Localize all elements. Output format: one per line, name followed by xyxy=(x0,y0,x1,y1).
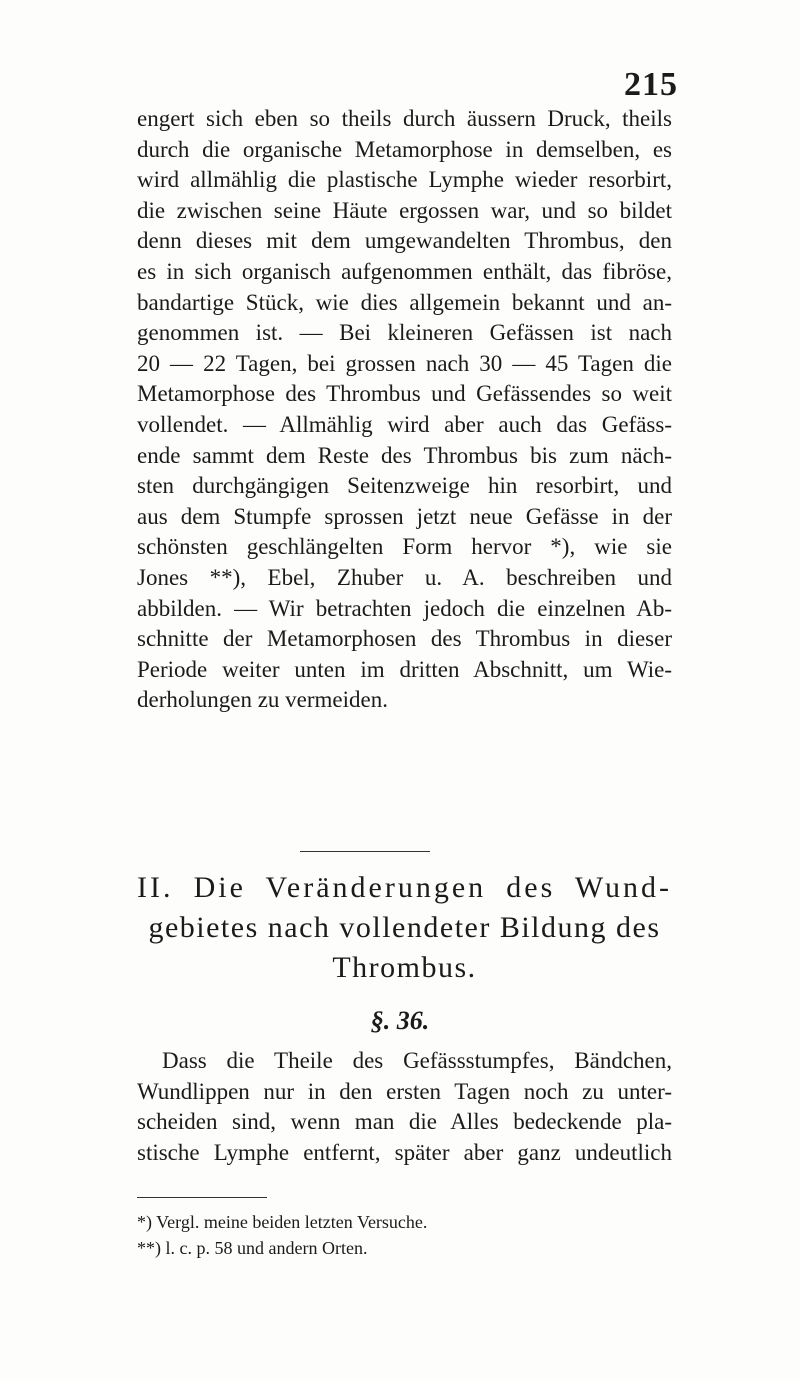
text-line: schönsten geschlängelten Form hervor *), wie sie xyxy=(137,534,672,560)
text-line: ende sammt dem Reste des Thrombus bis zum näch- xyxy=(137,442,672,468)
paragraph-continued xyxy=(137,104,672,716)
section-heading xyxy=(137,868,672,988)
text-line: stische Lymphe entfernt, später aber ganz undeutlich xyxy=(137,1139,672,1165)
text-line: durch die organische Metamorphose in demselben, es xyxy=(137,136,672,162)
footnote: *) Vergl. meine beiden letzten Versuche. xyxy=(137,1212,428,1232)
text-line: die zwischen seine Häute ergossen war, und so bildet xyxy=(137,197,672,223)
text-line: bandartige Stück, wie dies allgemein bekannt und an- xyxy=(137,289,672,315)
text-line: derholungen zu vermeiden. xyxy=(137,687,388,713)
text-line: sten durchgängigen Seitenzweige hin resorbirt, und xyxy=(137,473,672,499)
text-line: aus dem Stumpfe sprossen jetzt neue Gefässe in der xyxy=(137,503,672,529)
text-line: vollendet. — Allmählig wird aber auch das Gefäss- xyxy=(137,411,672,437)
text-line: genommen ist. — Bei kleineren Gefässen ist nach xyxy=(137,320,672,346)
footnote: **) l. c. p. 58 und andern Orten. xyxy=(137,1238,368,1258)
text-line: engert sich eben so theils durch äussern Druck, theils xyxy=(137,106,672,131)
section-number: §. 36. xyxy=(370,1006,430,1035)
text-line: 20 — 22 Tagen, bei grossen nach 30 — 45 Tagen die xyxy=(137,350,672,376)
heading-line: II. Die Veränderungen des Wund- xyxy=(137,871,672,904)
text-line: Jones **), Ebel, Zhuber u. A. beschreiben und xyxy=(137,564,672,590)
text-line: abbilden. — Wir betrachten jedoch die einzelnen Ab- xyxy=(137,595,672,621)
text-line: es in sich organisch aufgenommen enthält, das fibröse, xyxy=(137,258,672,284)
section-divider xyxy=(300,851,430,852)
text-line: schnitte der Metamorphosen des Thrombus in dieser xyxy=(137,626,672,652)
text-line: denn dieses mit dem umgewandelten Thrombus, den xyxy=(137,228,672,254)
text-line: Dass die Theile des Gefässstumpfes, Bändchen, xyxy=(162,1048,672,1073)
text-line: Wundlippen nur in den ersten Tagen noch zu unter- xyxy=(137,1078,672,1104)
footnote-divider xyxy=(137,1197,267,1198)
text-line: wird allmählig die plastische Lymphe wieder resorbirt, xyxy=(137,167,672,193)
heading-line: gebietes nach vollendeter Bildung des xyxy=(148,911,661,944)
page-number: 215 xyxy=(624,66,678,103)
heading-line: Thrombus. xyxy=(332,951,477,984)
footnotes xyxy=(137,1209,672,1261)
text-line: Periode weiter unten im dritten Abschnitt, um Wie- xyxy=(137,656,672,682)
text-line: scheiden sind, wenn man die Alles bedeckende pla- xyxy=(137,1109,672,1135)
paragraph xyxy=(137,1046,672,1168)
text-line: Metamorphose des Thrombus und Gefässendes so weit xyxy=(137,381,672,407)
